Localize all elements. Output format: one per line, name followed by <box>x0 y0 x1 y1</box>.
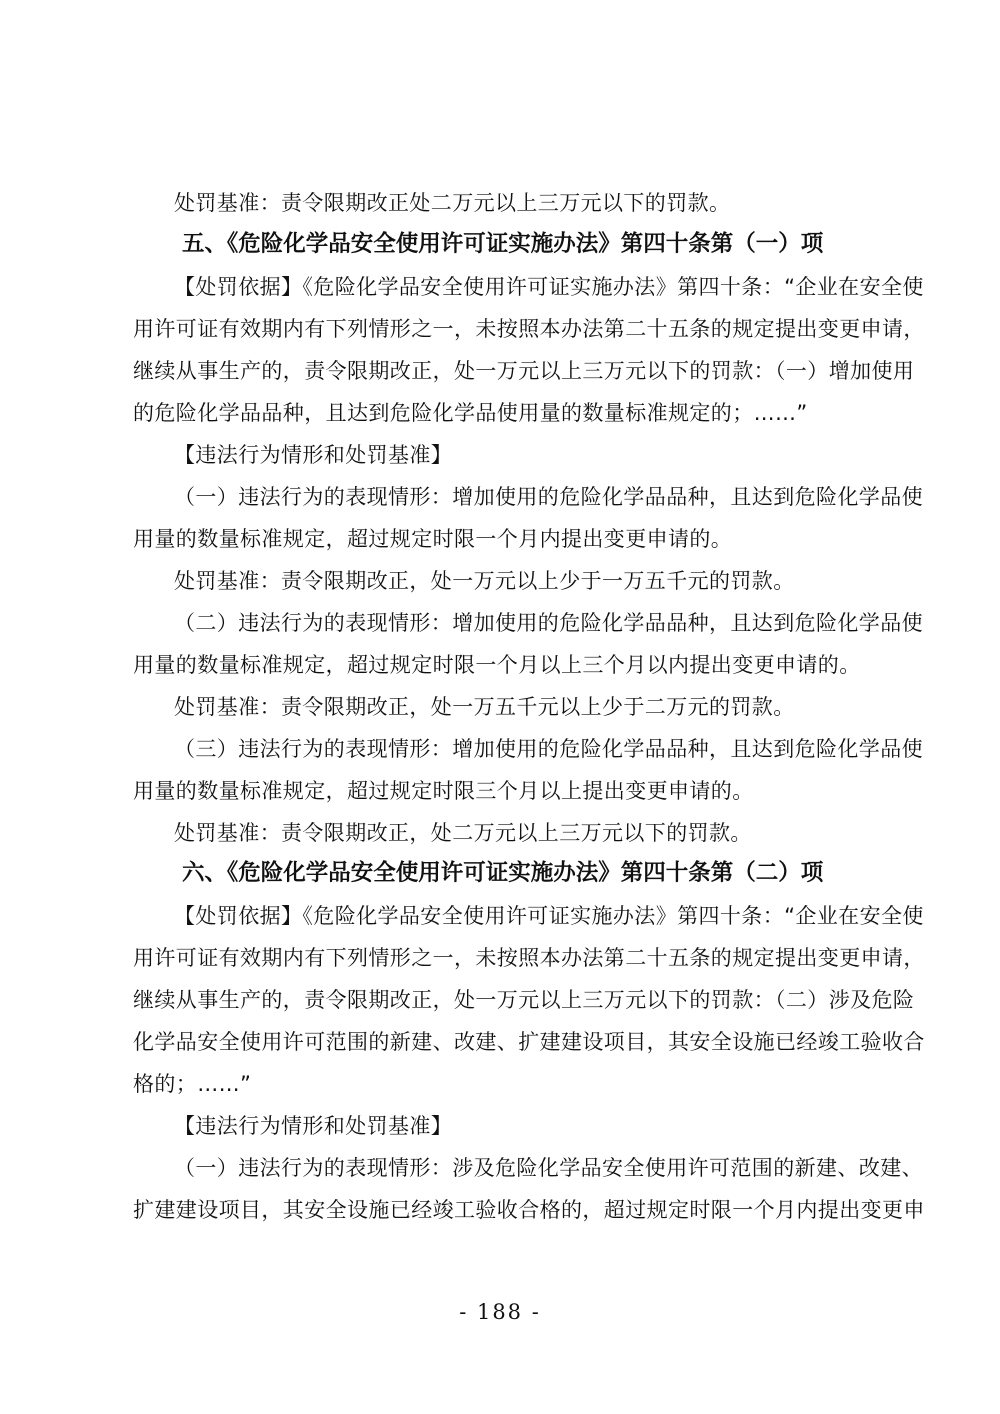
situation-line: 用量的数量标准规定，超过规定时限三个月以上提出变更申请的。 <box>133 779 754 803</box>
penalty-basis-text: 处罚基准：责令限期改正，处一万五千元以上少于二万元的罚款。 <box>174 695 795 719</box>
section-heading: 六、《危险化学品安全使用许可证实施办法》第四十条第（二）项 <box>182 860 824 886</box>
situation-line: （二）违法行为的表现情形：增加使用的危险化学品品种，且达到危险化学品使 <box>174 611 923 635</box>
situation-line: 扩建建设项目，其安全设施已经竣工验收合格的，超过规定时限一个月内提出变更申 <box>133 1198 925 1222</box>
legal-basis-line: 继续从事生产的，责令限期改正，处一万元以上三万元以下的罚款：（二）涉及危险 <box>133 988 915 1012</box>
legal-basis-line: 用许可证有效期内有下列情形之一，未按照本办法第二十五条的规定提出变更申请， <box>133 946 925 970</box>
situation-line: 用量的数量标准规定，超过规定时限一个月以上三个月以内提出变更申请的。 <box>133 653 861 677</box>
legal-basis-line: 【处罚依据】《危险化学品安全使用许可证实施办法》第四十条：“企业在安全使 <box>174 904 924 928</box>
legal-basis-line: 化学品安全使用许可范围的新建、改建、扩建建设项目，其安全设施已经竣工验收合 <box>133 1030 925 1054</box>
legal-basis-line: 用许可证有效期内有下列情形之一，未按照本办法第二十五条的规定提出变更申请， <box>133 317 925 341</box>
situation-line: 用量的数量标准规定，超过规定时限一个月内提出变更申请的。 <box>133 527 733 551</box>
legal-basis-line: 【处罚依据】《危险化学品安全使用许可证实施办法》第四十条：“企业在安全使 <box>174 275 924 299</box>
situation-line: （三）违法行为的表现情形：增加使用的危险化学品品种，且达到危险化学品使 <box>174 737 923 761</box>
situation-line: （一）违法行为的表现情形：增加使用的危险化学品品种，且达到危险化学品使 <box>174 485 923 509</box>
penalty-basis-text: 处罚基准：责令限期改正，处二万元以上三万元以下的罚款。 <box>174 821 752 845</box>
situation-line: （一）违法行为的表现情形：涉及危险化学品安全使用许可范围的新建、改建、 <box>174 1156 923 1180</box>
legal-basis-line: 格的；……” <box>133 1072 252 1096</box>
legal-basis-line: 的危险化学品品种，且达到危险化学品使用量的数量标准规定的；……” <box>133 401 808 425</box>
penalty-basis-text: 处罚基准：责令限期改正，处一万元以上少于一万五千元的罚款。 <box>174 569 795 593</box>
section-heading: 五、《危险化学品安全使用许可证实施办法》第四十条第（一）项 <box>182 231 824 257</box>
legal-basis-line: 继续从事生产的，责令限期改正，处一万元以上三万元以下的罚款：（一）增加使用 <box>133 359 915 383</box>
penalty-basis-text: 处罚基准：责令限期改正处二万元以上三万元以下的罚款。 <box>174 191 731 215</box>
situation-header: 【违法行为情形和处罚基准】 <box>174 1114 453 1138</box>
page-number: - 188 - <box>459 1300 541 1324</box>
situation-header: 【违法行为情形和处罚基准】 <box>174 443 453 467</box>
